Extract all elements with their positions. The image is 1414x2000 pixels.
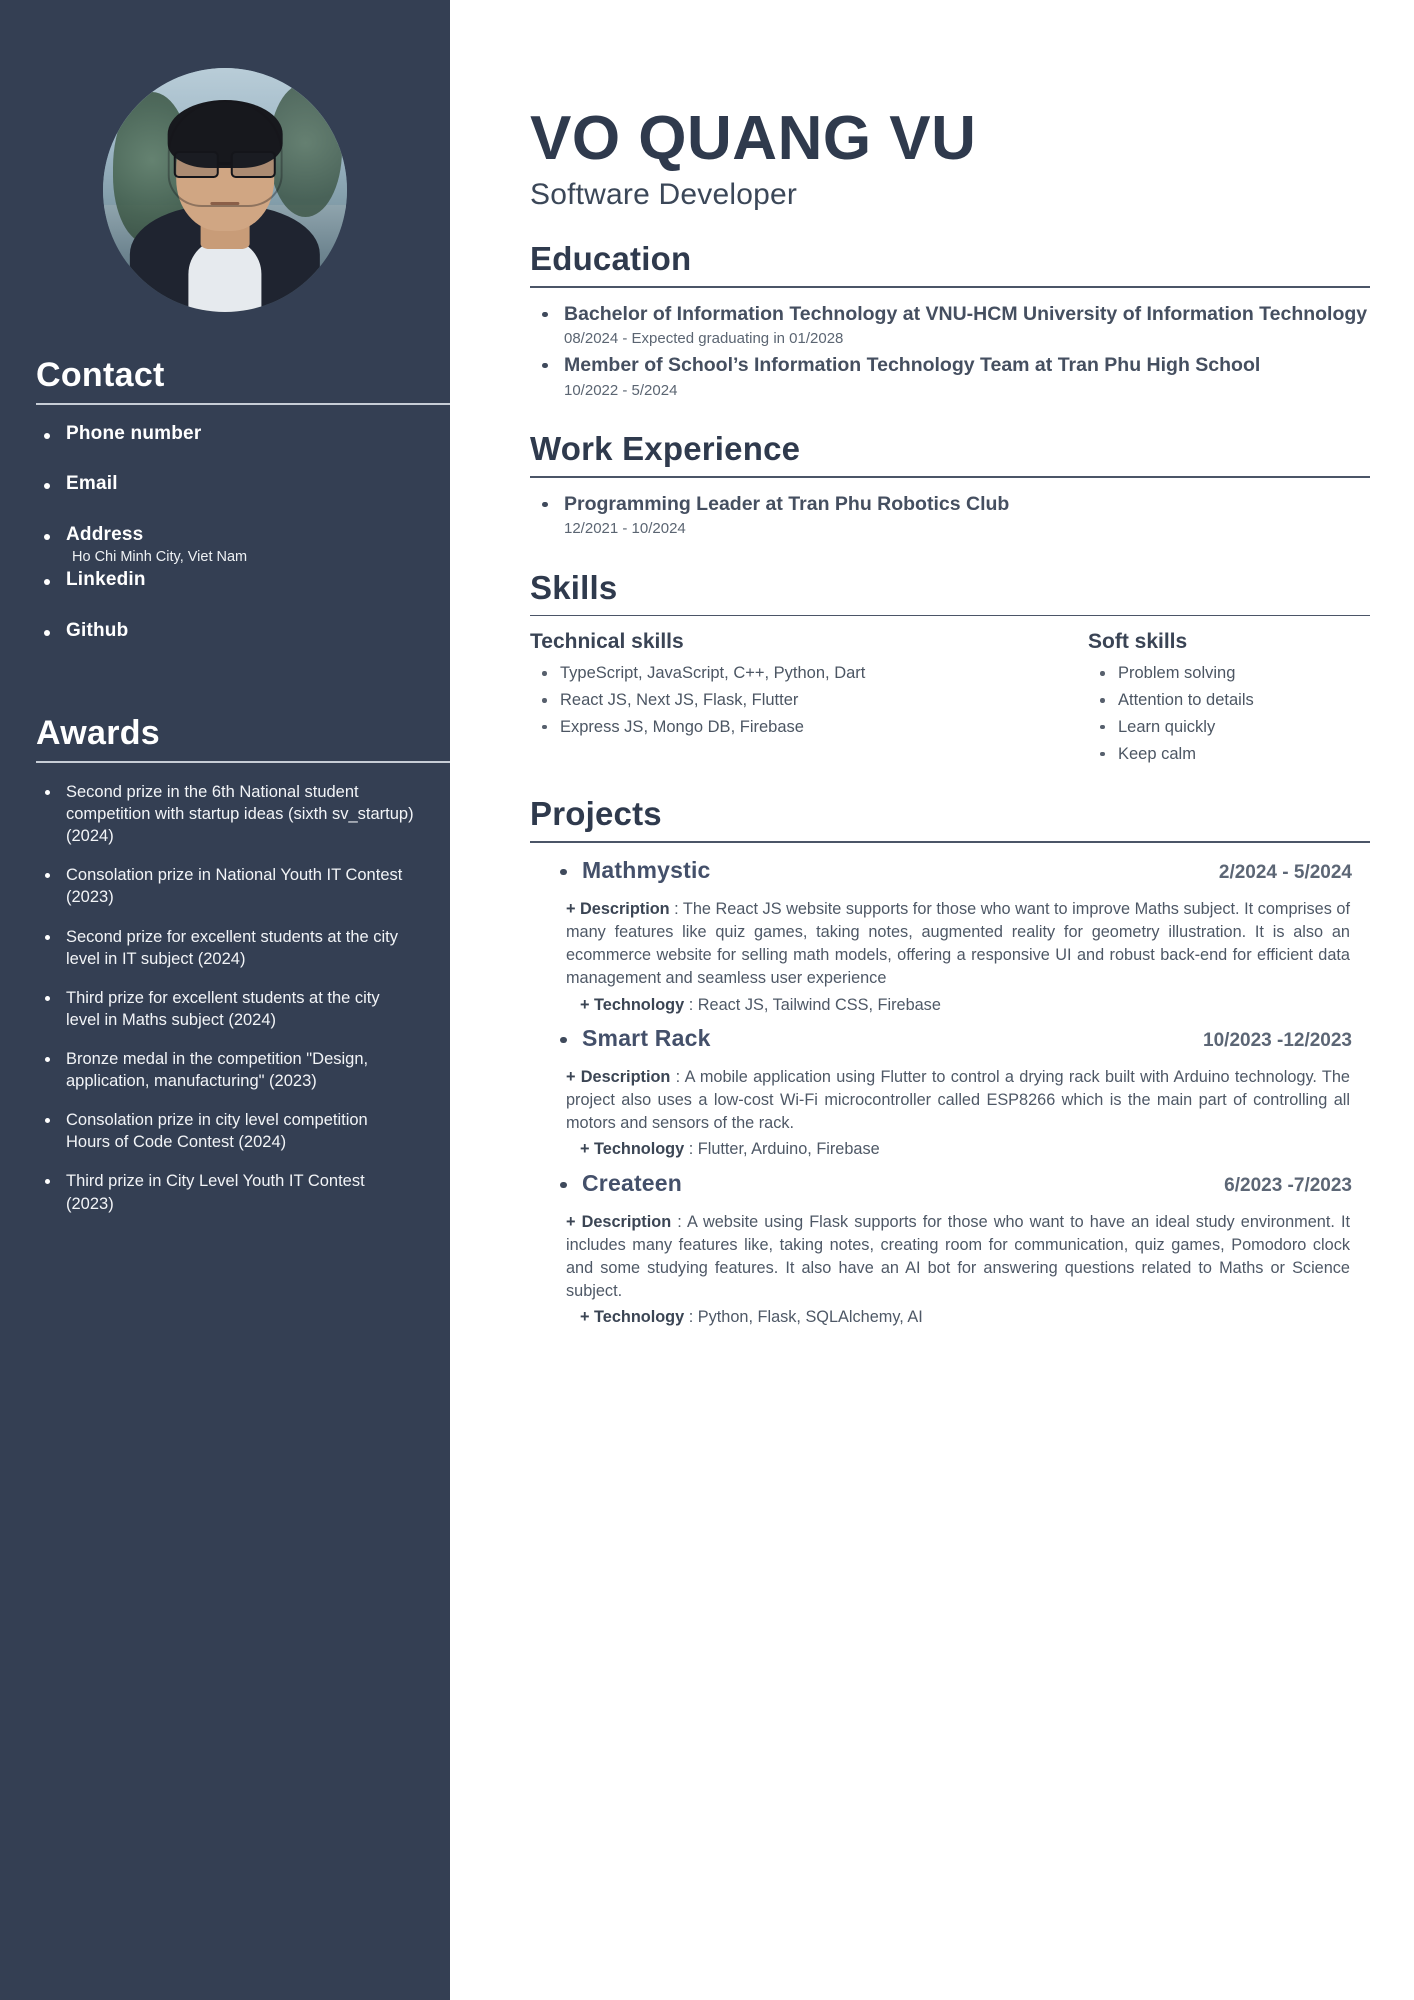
- technology-label: + Technology: [580, 995, 685, 1014]
- contact-value-email: [66, 496, 414, 524]
- soft-skills-list: [1088, 660, 1370, 767]
- technology-label: + Technology: [580, 1308, 685, 1327]
- project-technology-line: [566, 1137, 1350, 1161]
- technical-skill-item: Express JS, Mongo DB, Firebase: [530, 714, 1030, 741]
- technical-skills-heading: Technical skills: [530, 630, 684, 654]
- colon-separator: :: [684, 1308, 698, 1327]
- work-experience-divider: [530, 476, 1370, 478]
- project-body: [530, 1066, 1370, 1162]
- project-description: The React JS website supports for those who want to improve Maths subject. It comprises of many features like quiz games, taking notes, augmented reality for geometry illustration. It is also an ecommerce website for selling math models, offering a responsive UI and robust back-end for efficient data management and seamless user experience: [566, 899, 1350, 988]
- project-description-line: [566, 1211, 1350, 1304]
- contact-divider: [36, 403, 450, 405]
- technology-label: + Technology: [580, 1140, 685, 1159]
- project-item: [530, 1170, 1370, 1330]
- project-header: [530, 1025, 1370, 1052]
- project-date: 6/2023 -7/2023: [1224, 1174, 1352, 1196]
- project-description-line: [566, 898, 1350, 991]
- technical-skill-item: React JS, Next JS, Flask, Flutter: [530, 687, 1030, 714]
- project-technology-line: [566, 993, 1350, 1017]
- contact-value-github: [66, 642, 414, 670]
- project-header: [530, 1170, 1370, 1197]
- description-label: + Description: [566, 899, 670, 918]
- contact-section: [0, 356, 450, 670]
- project-technology-line: [566, 1305, 1350, 1329]
- colon-separator: :: [684, 1140, 698, 1159]
- soft-skill-item: Problem solving: [1088, 660, 1370, 687]
- colon-separator: :: [670, 1067, 685, 1086]
- education-list: [530, 302, 1370, 402]
- award-item: Bronze medal in the competition "Design, application, manufacturing" (2023): [36, 1048, 414, 1092]
- project-item: [530, 1025, 1370, 1162]
- work-experience-list: [530, 492, 1370, 541]
- project-date: 10/2023 -12/2023: [1203, 1029, 1352, 1051]
- projects-heading: Projects: [530, 795, 662, 833]
- glasses-lens-left: [174, 151, 219, 178]
- education-heading: Education: [530, 240, 692, 277]
- awards-list: [36, 781, 414, 1215]
- project-technology: Flutter, Arduino, Firebase: [697, 1140, 880, 1159]
- projects-divider: [530, 841, 1370, 843]
- project-name: Mathmystic: [582, 856, 711, 883]
- skills-heading: Skills: [530, 568, 618, 606]
- education-item-title: Bachelor of Information Technology at VNU-HCM University of Information Technology: [564, 302, 1368, 325]
- job-role: Software Developer: [530, 178, 798, 211]
- contact-value-address: Ho Chi Minh City, Viet Nam: [72, 548, 248, 565]
- contact-label-address: Address: [66, 524, 144, 546]
- colon-separator: :: [684, 995, 698, 1014]
- technical-skill-item: TypeScript, JavaScript, C++, Python, Dart: [530, 660, 1030, 687]
- soft-skill-item: Keep calm: [1088, 741, 1370, 768]
- project-body: [530, 1211, 1370, 1330]
- contact-item-github[interactable]: [36, 620, 414, 671]
- project-name: Createen: [582, 1169, 683, 1196]
- glasses-icon: [174, 151, 276, 178]
- award-item: Second prize for excellent students at the city level in IT subject (2024): [36, 926, 414, 970]
- contact-item-phone[interactable]: [36, 423, 414, 474]
- contact-label-github: Github: [66, 619, 129, 641]
- project-description-line: [566, 1066, 1350, 1135]
- project-technology: Python, Flask, SQLAlchemy, AI: [697, 1308, 923, 1327]
- education-item: [530, 302, 1370, 351]
- awards-heading: Awards: [36, 714, 161, 753]
- soft-skill-item: Learn quickly: [1088, 714, 1370, 741]
- project-description: A website using Flask supports for those who want to have an ideal study environment. It includes many features like, taking notes, creating room for communication, quiz games, Pomodoro clock and some studying features. It also have an AI bot for answering questions related to Maths or Science subject.: [566, 1212, 1351, 1301]
- soft-skills-column: [1070, 630, 1370, 767]
- contact-item-linkedin[interactable]: [36, 569, 414, 620]
- project-name: Smart Rack: [582, 1024, 711, 1051]
- description-label: + Description: [566, 1212, 672, 1231]
- page-title: VO QUANG VU: [530, 104, 977, 173]
- avatar-container: [0, 0, 450, 312]
- main-content: [450, 0, 1414, 2000]
- colon-separator: :: [671, 1212, 687, 1231]
- project-header: [530, 857, 1370, 884]
- work-item-title: Programming Leader at Tran Phu Robotics Club: [564, 492, 1010, 515]
- description-label: + Description: [566, 1067, 671, 1086]
- colon-separator: :: [669, 899, 683, 918]
- soft-skill-item: Attention to details: [1088, 687, 1370, 714]
- education-item-date: 08/2024 - Expected graduating in 01/2028: [564, 330, 844, 348]
- work-experience-heading: Work Experience: [530, 430, 801, 468]
- skills-columns: [530, 630, 1370, 767]
- contact-value-linkedin: [66, 592, 414, 620]
- avatar-shirt: [188, 239, 261, 312]
- sidebar: [0, 0, 450, 2000]
- project-description: A mobile application using Flutter to control a drying rack built with Arduino technology. The project also uses a low-cost Wi-Fi microcontroller called ESP8266 which is the main part of controlling all motors and sensors of the rack.: [566, 1067, 1350, 1133]
- contact-value-phone: [66, 445, 414, 473]
- award-item: Third prize for excellent students at the city level in Maths subject (2024): [36, 987, 414, 1031]
- technical-skills-list: [530, 660, 1030, 740]
- contact-label-phone: Phone number: [66, 422, 202, 444]
- contact-label-email: Email: [66, 473, 118, 495]
- awards-section: [0, 714, 450, 1214]
- glasses-bridge: [219, 162, 231, 165]
- contact-label-linkedin: Linkedin: [66, 568, 146, 590]
- contact-item-address[interactable]: [36, 524, 414, 569]
- awards-divider: [36, 761, 450, 763]
- technical-skills-column: [530, 630, 1030, 767]
- contact-heading: Contact: [36, 356, 165, 394]
- soft-skills-heading: Soft skills: [1088, 630, 1188, 654]
- work-item-date: 12/2021 - 10/2024: [564, 520, 686, 538]
- award-item: Third prize in City Level Youth IT Contest (2023): [36, 1170, 414, 1214]
- avatar: [103, 68, 347, 312]
- award-item: Consolation prize in city level competition Hours of Code Contest (2024): [36, 1109, 414, 1153]
- avatar-mouth: [210, 202, 239, 205]
- contact-item-email[interactable]: [36, 473, 414, 524]
- project-body: [530, 898, 1370, 1017]
- work-experience-item: [530, 492, 1370, 541]
- education-item-title: Member of School’s Information Technology Team at Tran Phu High School: [564, 353, 1261, 376]
- education-divider: [530, 286, 1370, 288]
- award-item: Consolation prize in National Youth IT Contest (2023): [36, 864, 414, 908]
- glasses-lens-right: [231, 151, 276, 178]
- project-technology: React JS, Tailwind CSS, Firebase: [697, 995, 941, 1014]
- project-date: 2/2024 - 5/2024: [1218, 861, 1352, 883]
- award-item: Second prize in the 6th National student competition with startup ideas (sixth sv_startup) (2024): [36, 781, 414, 847]
- skills-divider: [530, 615, 1370, 617]
- contact-list: [36, 423, 414, 671]
- project-item: [530, 857, 1370, 1017]
- education-item-date: 10/2022 - 5/2024: [564, 381, 678, 399]
- education-item: [530, 353, 1370, 402]
